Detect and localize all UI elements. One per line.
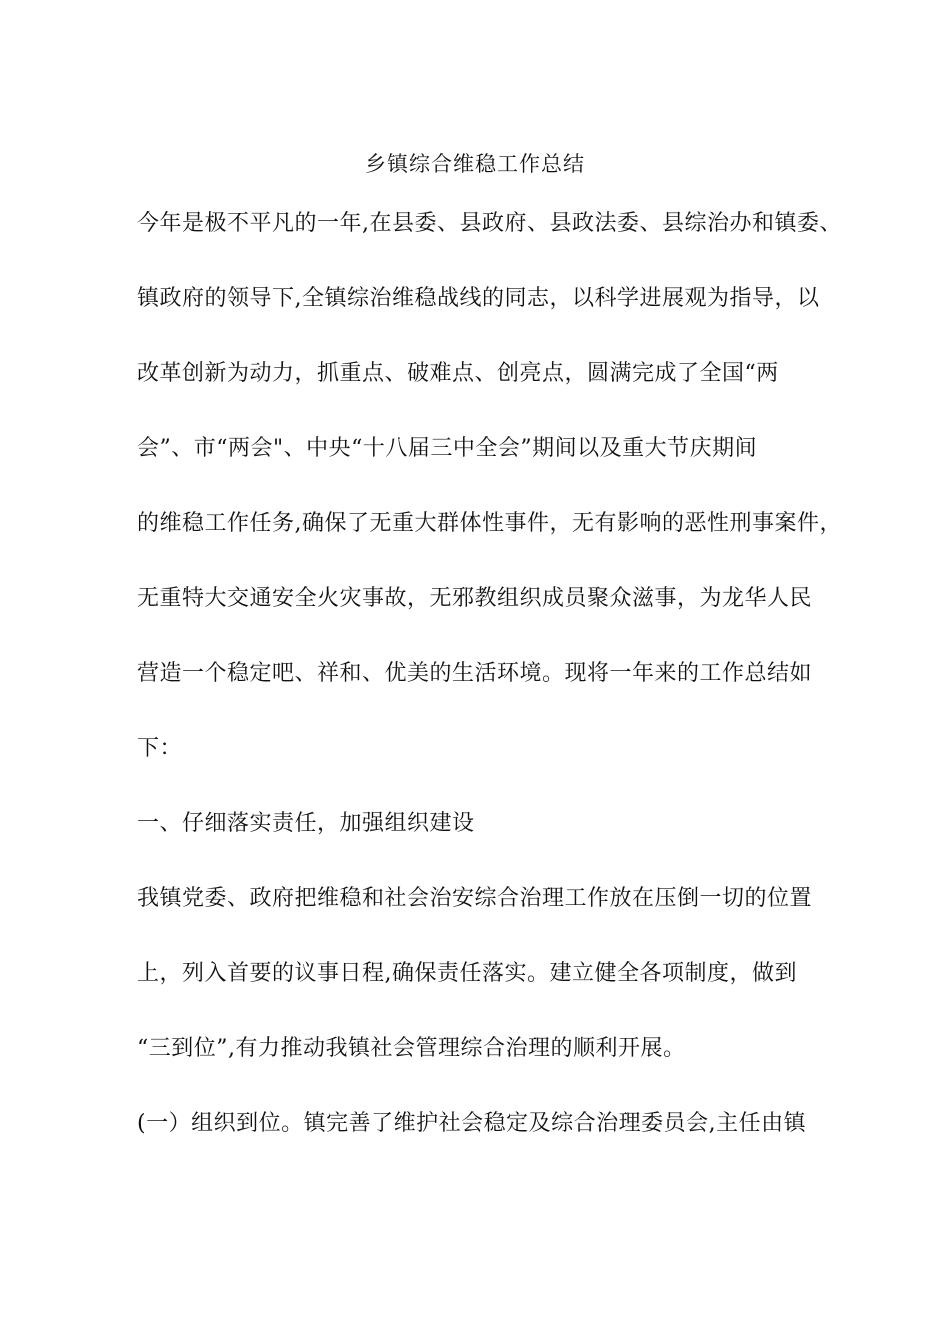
body-line-6: 无重特大交通安全火灾事故，无邪教组织成员聚众滋事，为龙华人民 — [137, 586, 813, 611]
body-line-11: 上，列入首要的议事日程,确保责任落实。建立健全各项制度，做到 — [137, 961, 797, 986]
body-line-12: “三到位”,有力推动我镇社会管理综合治理的顺利开展。 — [137, 1036, 686, 1061]
body-line-10: 我镇党委、政府把维稳和社会治安综合治理工作放在压倒一切的位置 — [137, 886, 813, 911]
body-line-5: 的维稳工作任务,确保了无重大群体性事件，无有影响的恶性刑事案件， — [137, 511, 842, 536]
section-heading-1: 一、仔细落实责任，加强组织建设 — [137, 811, 475, 836]
body-line-1: 今年是极不平凡的一年,在县委、县政府、县政法委、县综治办和镇委、 — [137, 211, 842, 236]
body-line-2: 镇政府的领导下,全镇综治维稳战线的同志，以科学进展观为指导，以 — [137, 286, 820, 311]
body-line-3: 改革创新为动力，抓重点、破难点、创亮点，圆满完成了全国“两 — [137, 361, 779, 386]
body-line-4: 会”、市“两会"、中央“十八届三中全会”期间以及重大节庆期间 — [137, 436, 758, 461]
body-line-13: (一）组织到位。镇完善了维护社会稳定及综合治理委员会,主任由镇 — [137, 1111, 807, 1136]
document-body — [137, 208, 842, 1183]
body-line-7: 营造一个稳定吧、祥和、优美的生活环境。现将一年来的工作总结如 — [137, 661, 813, 686]
document-title: 乡镇综合维稳工作总结 — [365, 152, 585, 176]
body-line-8: 下： — [137, 736, 183, 761]
